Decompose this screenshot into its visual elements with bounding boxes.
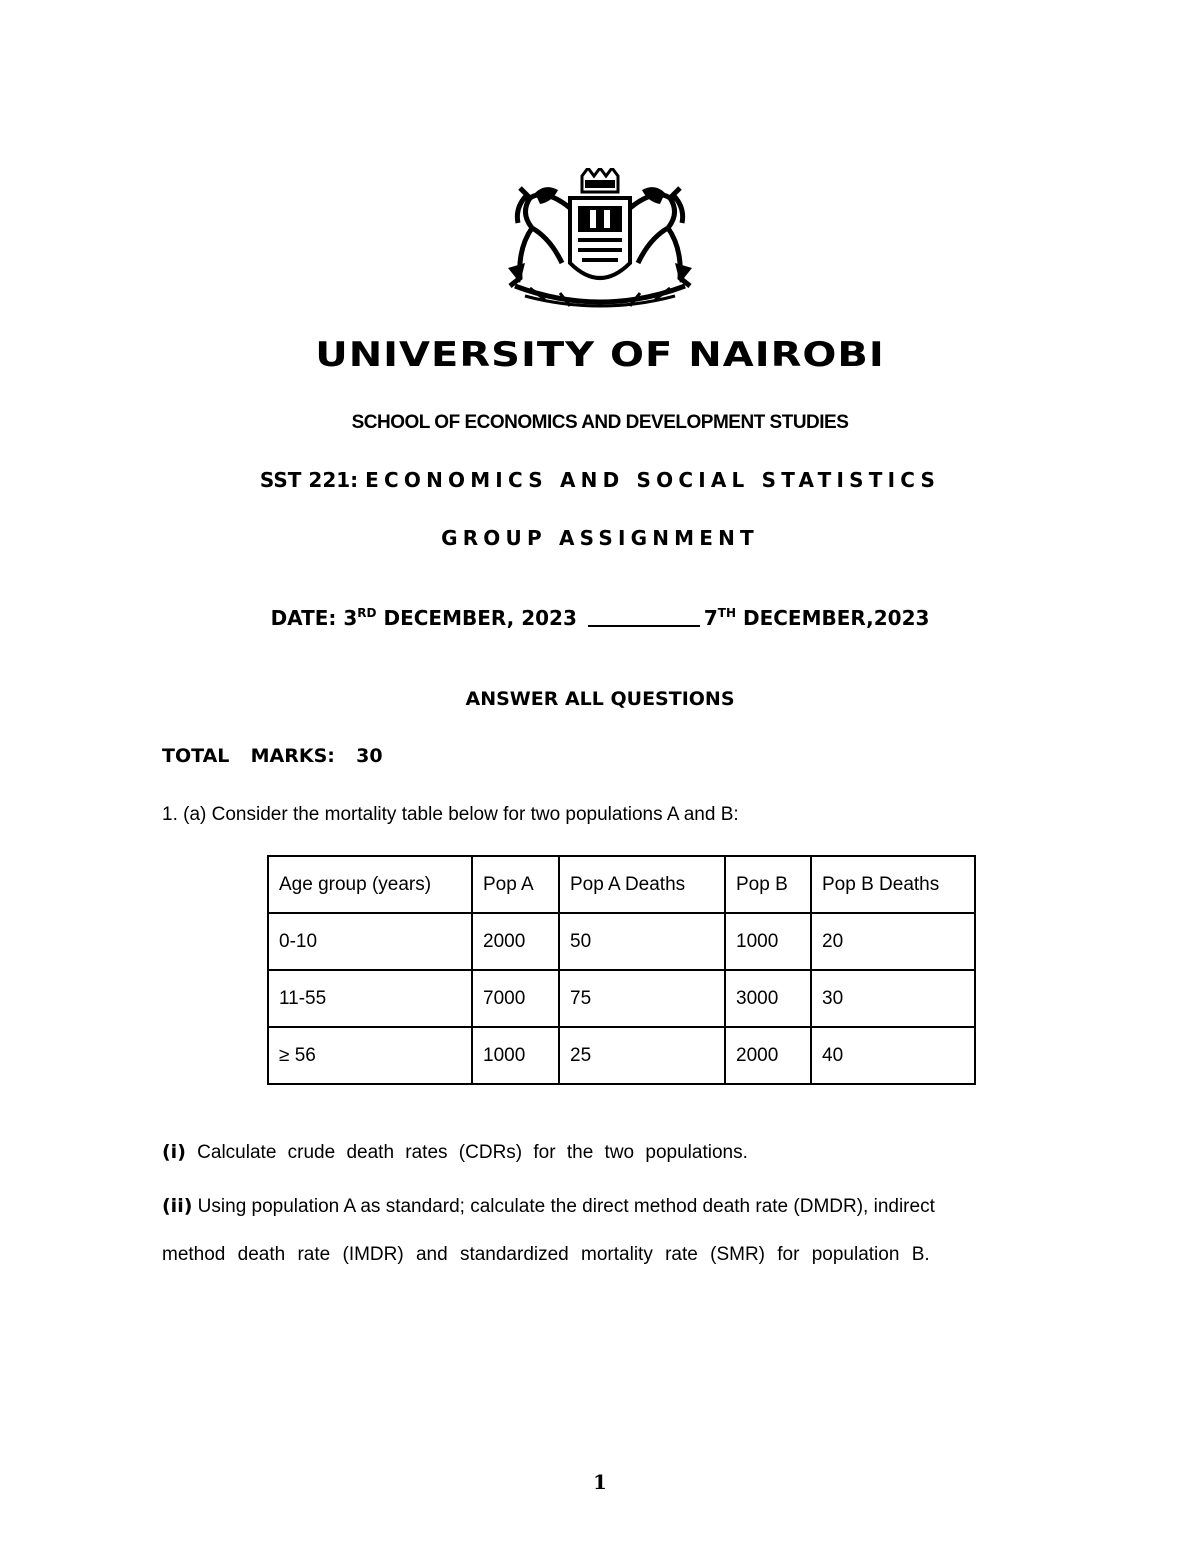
course-code: SST 221: (259, 468, 359, 492)
university-crest-logo (490, 168, 710, 316)
answer-all-instruction: ANSWER ALL QUESTIONS (465, 688, 735, 710)
date-start-suffix: RD (357, 606, 377, 620)
table-cell: 3000 (725, 970, 811, 1027)
course-title: ECONOMICS AND SOCIAL STATISTICS (365, 468, 941, 492)
table-cell: 40 (811, 1027, 975, 1084)
part-ii-text-line2: method death rate (IMDR) and standardized mortality rate (SMR) for population B. (162, 1244, 930, 1265)
table-row (268, 1027, 975, 1084)
question-1-intro (162, 804, 739, 826)
question-part-i (162, 1141, 748, 1164)
table-cell: 7000 (472, 970, 559, 1027)
question-part-ii (162, 1195, 935, 1218)
question-intro-text: (a) Consider the mortality table below for two populations A and B: (177, 804, 739, 825)
table-cell: 75 (559, 970, 725, 1027)
date-start-rest: DECEMBER, 2023 (376, 606, 577, 630)
table-cell: 11-55 (268, 970, 472, 1027)
table-row (268, 913, 975, 970)
table-header-cell: Age group (years) (268, 856, 472, 913)
course-heading (0, 468, 1200, 492)
table-cell: 2000 (725, 1027, 811, 1084)
part-ii-label: (ii) (162, 1195, 193, 1217)
date-end-suffix: TH (717, 606, 736, 620)
table-cell: 25 (559, 1027, 725, 1084)
assignment-title: GROUP ASSIGNMENT (441, 526, 759, 550)
date-end-rest: DECEMBER,2023 (736, 606, 930, 630)
date-label: DATE: 3 (270, 606, 358, 630)
table-cell: 30 (811, 970, 975, 1027)
table-header-cell: Pop A Deaths (559, 856, 725, 913)
assignment-dates (0, 606, 1200, 630)
part-i-text: Calculate crude death rates (CDRs) for the two populations. (185, 1142, 748, 1163)
table-row (268, 970, 975, 1027)
table-header-cell: Pop B (725, 856, 811, 913)
total-marks: TOTAL MARKS: 30 (162, 745, 383, 767)
table-cell: 50 (559, 913, 725, 970)
table-cell: 0-10 (268, 913, 472, 970)
date-end-day: 7 (703, 606, 718, 630)
table-cell: 20 (811, 913, 975, 970)
table-header-cell: Pop B Deaths (811, 856, 975, 913)
university-name: UNIVERSITY OF NAIROBI (315, 335, 885, 375)
date-separator-line (588, 607, 700, 627)
table-cell: 1000 (472, 1027, 559, 1084)
table-cell: 2000 (472, 913, 559, 970)
part-i-label: (i) (162, 1141, 186, 1163)
table-header-cell: Pop A (472, 856, 559, 913)
mortality-table (267, 855, 976, 1085)
table-header-row (268, 856, 975, 913)
part-ii-text-line1: Using population A as standard; calculate the direct method death rate (DMDR), indirect (192, 1196, 935, 1217)
table-cell: ≥ 56 (268, 1027, 472, 1084)
question-number: 1. (162, 804, 178, 825)
school-name: SCHOOL OF ECONOMICS AND DEVELOPMENT STUDIES (351, 412, 849, 433)
page-number: 1 (593, 1470, 607, 1494)
table-cell: 1000 (725, 913, 811, 970)
